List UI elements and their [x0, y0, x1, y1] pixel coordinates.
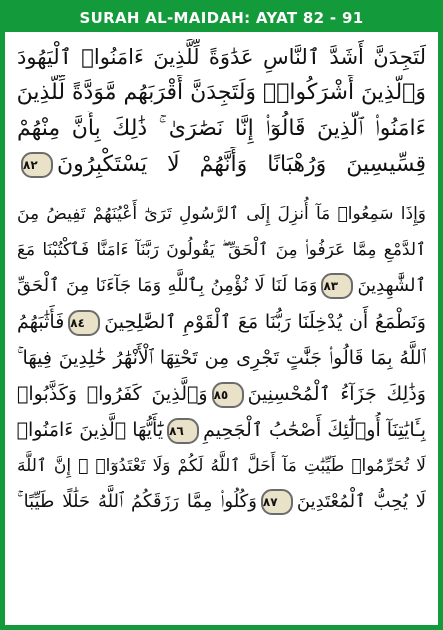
verse-line-12 — [17, 448, 426, 484]
ayah-number-marker: ٨٢ — [21, 152, 53, 178]
verse-line-1 — [17, 39, 426, 75]
verse-text: وَٱلَّذِينَ أَشْرَكُوا۟ۖ وَلَتَجِدَنَّ أَقْرَبَهُم مَّوَدَّةً لِّلَّذِينَ — [17, 80, 426, 105]
verse-line-7 — [17, 268, 426, 304]
verse-text: ٱلشَّٰهِدِينَ — [357, 275, 426, 296]
verse-text: ءَامَنُوا۟ ٱلَّذِينَ قَالُوٓا۟ إِنَّا نَصَٰرَىٰ ۚ ذَٰلِكَ بِأَنَّ مِنْهُمْ — [17, 116, 426, 141]
verse-line-4 — [17, 147, 426, 183]
verse-line-9 — [17, 340, 426, 376]
verse-text: ٱللَّهُ بِمَا قَالُوا۟ جَنَّٰتٍ تَجْرِى مِن تَحْتِهَا ٱلْأَنْهَٰرُ خَٰلِدِينَ فِيهَا ۚ — [17, 347, 426, 369]
verse-line-11 — [17, 412, 426, 448]
verse-text: وَإِذَا سَمِعُوا۟ مَآ أُنزِلَ إِلَى ٱلرَّسُولِ تَرَىٰٓ أَعْيُنَهُمْ تَفِيضُ مِنَ — [17, 204, 426, 224]
verse-text: وَنَطْمَعُ أَن يُدْخِلَنَا رَبُّنَا مَعَ ٱلْقَوْمِ ٱلصَّٰلِحِينَ — [104, 311, 426, 333]
ayah-number-marker: ٨٥ — [212, 382, 244, 408]
ayah-number-marker: ٨٦ — [167, 418, 199, 444]
verse-line-3 — [17, 111, 426, 147]
verse-text: لَتَجِدَنَّ أَشَدَّ ٱلنَّاسِ عَدَٰوَةً لِّلَّذِينَ ءَامَنُوا۟ ٱلْيَهُودَ — [17, 45, 426, 69]
verse-text: وَٱلَّذِينَ كَفَرُوا۟ وَكَذَّبُوا۟ — [17, 383, 208, 405]
verse-line-8 — [17, 304, 426, 340]
verse-text: ٱلدَّمْعِ مِمَّا عَرَفُوا۟ مِنَ ٱلْحَقِّ ۖ يَقُولُونَ رَبَّنَآ ءَامَنَّا فَٱكْتُبْنَا مَعَ — [17, 240, 426, 260]
verse-text: لَا يُحِبُّ ٱلْمُعْتَدِينَ — [296, 491, 426, 512]
verse-text: لَا تُحَرِّمُوا۟ طَيِّبَٰتِ مَآ أَحَلَّ ٱللَّهُ لَكُمْ وَلَا تَعْتَدُوٓا۟ ۚ إِنَّ ٱللَّهَ — [17, 456, 426, 476]
verse-text: وَكُلُوا۟ مِمَّا رَزَقَكُمُ ٱللَّهُ حَلَٰلًا طَيِّبًا ۚ — [17, 491, 257, 512]
verse-text: يَٰٓأَيُّهَا ٱلَّذِينَ ءَامَنُوا۟ — [17, 419, 164, 441]
verse-text: بِـَٔايَٰتِنَآ أُو۟لَٰٓئِكَ أَصْحَٰبُ ٱلْجَحِيمِ — [203, 419, 426, 441]
verse-line-2 — [17, 75, 426, 111]
page-title: SURAH AL-MAIDAH: AYAT 82 - 91 — [5, 5, 438, 32]
verse-line-10 — [17, 376, 426, 412]
quran-page — [17, 39, 426, 625]
ayah-number-marker: ٨٣ — [321, 273, 353, 299]
ayah-number-marker: ٨٧ — [261, 489, 293, 515]
verse-text: فَأَثَٰبَهُمُ — [17, 311, 65, 333]
ayah-number-marker: ٨٤ — [68, 310, 100, 336]
verse-text: قِسِّيسِينَ وَرُهْبَانًا وَأَنَّهُمْ لَا يَسْتَكْبِرُونَ — [57, 152, 426, 177]
verse-text: وَمَا لَنَا لَا نُؤْمِنُ بِٱللَّهِ وَمَا جَآءَنَا مِنَ ٱلْحَقِّ — [17, 275, 318, 296]
verse-line-13 — [17, 484, 426, 520]
verse-line-6 — [17, 232, 426, 268]
verse-text: وَذَٰلِكَ جَزَآءُ ٱلْمُحْسِنِينَ — [247, 383, 426, 405]
verse-line-5 — [17, 196, 426, 232]
